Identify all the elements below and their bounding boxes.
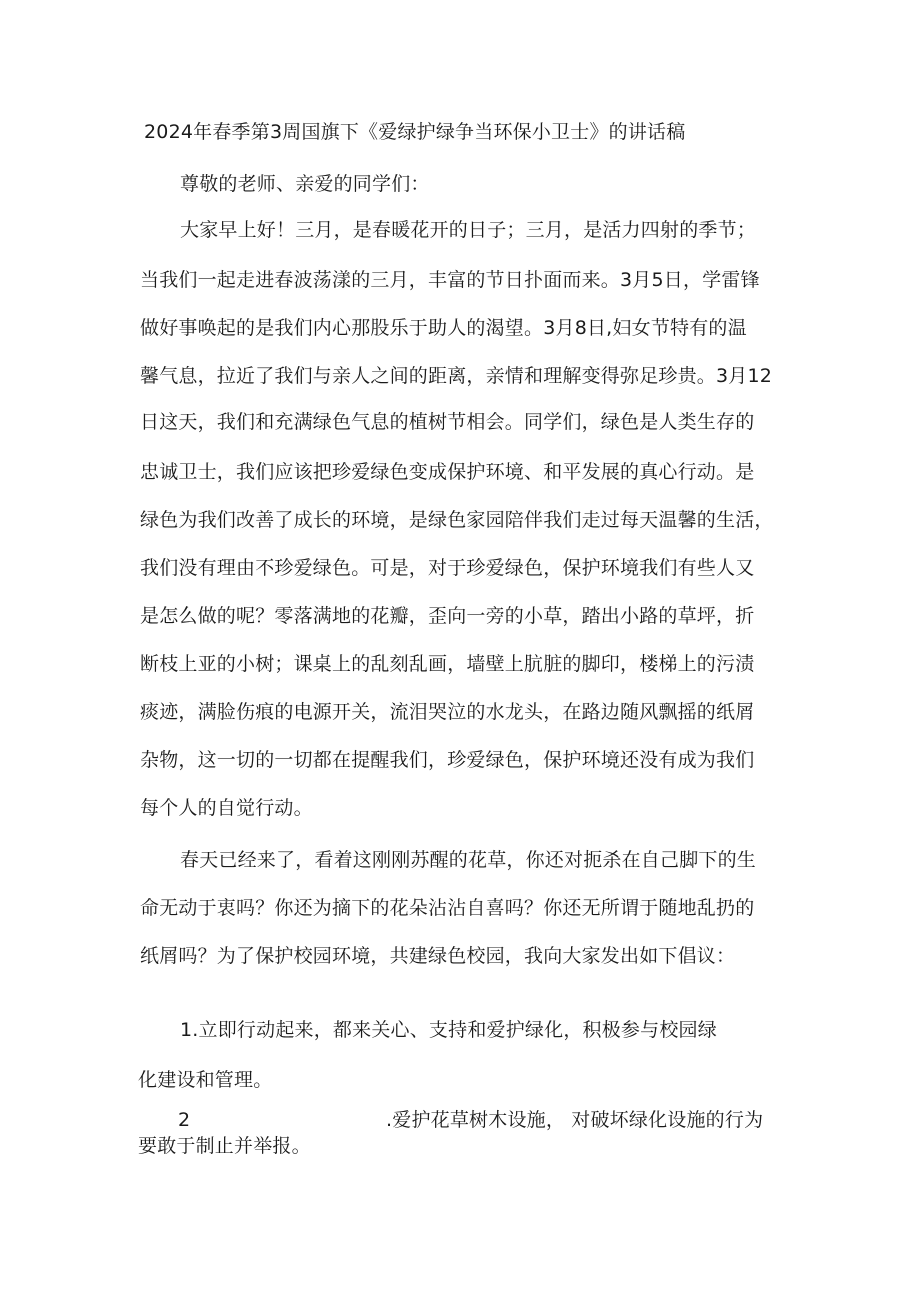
paragraph-line: 我们没有理由不珍爱绿色。可是，对于珍爱绿色，保护环境我们有些人又 xyxy=(140,557,755,579)
paragraph-line: 纸屑吗？为了保护校园环境，共建绿色校园，我向大家发出如下倡议： xyxy=(140,945,736,967)
paragraph-line: 断枝上亚的小树；课桌上的乱刻乱画，墙壁上肮脏的脚印，楼梯上的污渍 xyxy=(140,653,755,675)
list-item-line: .爱护花草树木设施， 对破坏绿化设施的行为 xyxy=(386,1109,764,1131)
paragraph-line: 当我们一起走进春波荡漾的三月，丰富的节日扑面而来。3月5日，学雷锋 xyxy=(140,269,760,291)
paragraph-line: 绿色为我们改善了成长的环境，是绿色家园陪伴我们走过每天温馨的生活， xyxy=(140,509,774,531)
paragraph-line: 日这天，我们和充满绿色气息的植树节相会。同学们，绿色是人类生存的 xyxy=(140,411,755,433)
paragraph-line: 馨气息，拉近了我们与亲人之间的距离，亲情和理解变得弥足珍贵。3月12 xyxy=(140,365,773,387)
paragraph-line: 大家早上好！三月，是春暖花开的日子；三月，是活力四射的季节； xyxy=(180,219,757,241)
salutation: 尊敬的老师、亲爱的同学们： xyxy=(180,173,430,195)
paragraph-line: 是怎么做的呢？零落满地的花瓣，歪向一旁的小草，踏出小路的草坪，折 xyxy=(140,605,755,627)
paragraph-line: 杂物，这一切的一切都在提醒我们，珍爱绿色，保护环境还没有成为我们 xyxy=(140,749,755,771)
paragraph-line: 命无动于衷吗？你还为摘下的花朵沾沾自喜吗？你还无所谓于随地乱扔的 xyxy=(140,897,755,919)
paragraph-line: 忠诚卫士，我们应该把珍爱绿色变成保护环境、和平发展的真心行动。是 xyxy=(140,461,755,483)
list-item-line: 化建设和管理。 xyxy=(138,1069,273,1091)
list-item-line: 1.立即行动起来，都来关心、支持和爱护绿化，积极参与校园绿 xyxy=(180,1019,717,1041)
paragraph-line: 春天已经来了，看着这刚刚苏醒的花草，你还对扼杀在自己脚下的生 xyxy=(180,849,757,871)
list-item-number: 2 xyxy=(178,1109,191,1131)
paragraph-line: 每个人的自觉行动。 xyxy=(140,797,313,819)
document-title: 2024年春季第3周国旗下《爱绿护绿争当环保小卫士》的讲话稿 xyxy=(144,121,686,143)
paragraph-line: 痰迹，满脸伤痕的电源开关，流泪哭泣的水龙头，在路边随风飘摇的纸屑 xyxy=(140,701,755,723)
paragraph-line: 做好事唤起的是我们内心那股乐于助人的渴望。3月8日,妇女节特有的温 xyxy=(140,317,747,339)
list-item-line: 要敢于制止并举报。 xyxy=(138,1135,311,1157)
